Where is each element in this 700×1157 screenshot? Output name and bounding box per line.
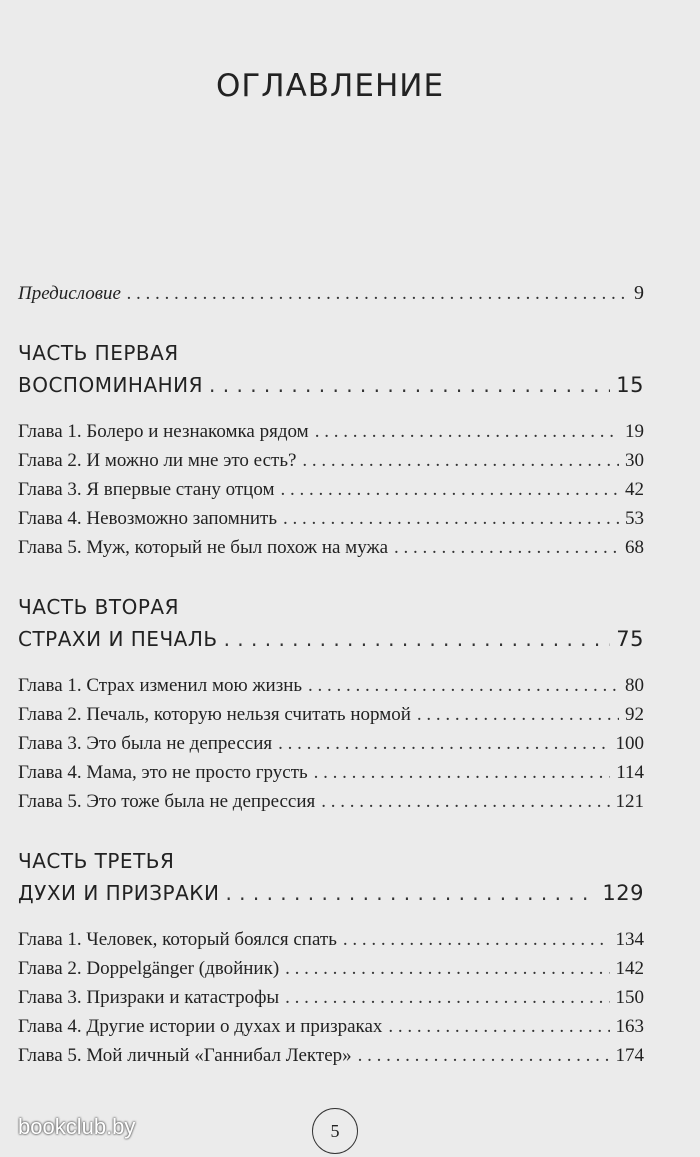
part-title-page: 75 bbox=[616, 627, 644, 651]
chapter-label: Глава 2. Печаль, которую нельзя считать нормой bbox=[18, 704, 411, 725]
toc-chapter-row bbox=[18, 450, 644, 472]
chapter-label: Глава 5. Это тоже была не депрессия bbox=[18, 791, 316, 812]
chapter-page: 42 bbox=[625, 479, 644, 500]
dot-leader bbox=[343, 929, 610, 951]
dot-leader bbox=[394, 537, 619, 559]
chapter-page: 53 bbox=[625, 508, 644, 529]
chapter-label: Глава 2. Doppelgänger (двойник) bbox=[18, 958, 280, 979]
page-number bbox=[312, 1108, 358, 1154]
part-heading: ЧАСТЬ ТРЕТЬЯ bbox=[18, 849, 175, 873]
chapter-page: 114 bbox=[616, 762, 644, 783]
chapter-page: 80 bbox=[625, 675, 644, 696]
dot-leader bbox=[358, 1045, 610, 1067]
chapter-page: 174 bbox=[615, 1045, 644, 1066]
dot-leader bbox=[315, 421, 619, 443]
dot-leader bbox=[224, 627, 611, 651]
chapter-label: Глава 4. Другие истории о духах и призраках bbox=[18, 1016, 383, 1037]
chapter-page: 92 bbox=[625, 704, 644, 725]
toc-chapter-row bbox=[18, 1016, 644, 1038]
toc-chapter-row bbox=[18, 1045, 644, 1067]
chapter-page: 163 bbox=[615, 1016, 644, 1037]
part-title-page: 15 bbox=[616, 373, 644, 397]
chapter-page: 100 bbox=[615, 733, 644, 754]
toc-preface-label: Предисловие bbox=[18, 283, 121, 304]
toc-chapter-row bbox=[18, 479, 644, 501]
toc-preface bbox=[18, 282, 644, 305]
chapter-label: Глава 4. Невозможно запомнить bbox=[18, 508, 278, 529]
chapter-label: Глава 1. Страх изменил мою жизнь bbox=[18, 675, 303, 696]
chapter-page: 19 bbox=[625, 421, 644, 442]
chapter-page: 121 bbox=[615, 791, 644, 812]
chapter-label: Глава 4. Мама, это не просто грусть bbox=[18, 762, 308, 783]
chapter-label: Глава 3. Это была не депрессия bbox=[18, 733, 273, 754]
toc-chapter-row bbox=[18, 421, 644, 443]
chapter-label: Глава 1. Болеро и незнакомка рядом bbox=[18, 421, 309, 442]
part-title-label: СТРАХИ И ПЕЧАЛЬ bbox=[18, 627, 218, 651]
toc-chapter-row bbox=[18, 929, 644, 951]
toc-chapter-row bbox=[18, 987, 644, 1009]
chapter-page: 142 bbox=[615, 958, 644, 979]
toc-chapter-row bbox=[18, 791, 644, 813]
toc-chapter-row bbox=[18, 537, 644, 559]
dot-leader bbox=[209, 373, 610, 397]
dot-leader bbox=[388, 1016, 609, 1038]
chapter-label: Глава 1. Человек, который боялся спать bbox=[18, 929, 337, 950]
toc-chapter-row bbox=[18, 733, 644, 755]
toc-chapter-row bbox=[18, 675, 644, 697]
part-heading: ЧАСТЬ ВТОРАЯ bbox=[18, 595, 179, 619]
dot-leader bbox=[321, 791, 609, 813]
dot-leader bbox=[225, 881, 596, 905]
watermark: bookclub.by bbox=[18, 1114, 136, 1139]
toc-chapter-row bbox=[18, 704, 644, 726]
chapter-label: Глава 5. Мой личный «Ганнибал Лектер» bbox=[18, 1045, 352, 1066]
chapter-page: 150 bbox=[615, 987, 644, 1008]
dot-leader bbox=[285, 987, 609, 1009]
dot-leader bbox=[285, 958, 609, 980]
dot-leader bbox=[127, 283, 628, 305]
dot-leader bbox=[278, 733, 609, 755]
dot-leader bbox=[281, 479, 620, 501]
dot-leader bbox=[417, 704, 619, 726]
part-title-label: ВОСПОМИНАНИЯ bbox=[18, 373, 204, 397]
toc-chapter-row bbox=[18, 958, 644, 980]
chapter-page: 30 bbox=[625, 450, 644, 471]
dot-leader bbox=[302, 450, 619, 472]
page-title: ОГЛАВЛЕНИЕ bbox=[215, 68, 445, 104]
toc-part-title bbox=[18, 881, 644, 905]
chapter-label: Глава 2. И можно ли мне это есть? bbox=[18, 450, 297, 471]
toc-part-title bbox=[18, 627, 644, 651]
chapter-label: Глава 3. Я впервые стану отцом bbox=[18, 479, 275, 500]
chapter-label: Глава 3. Призраки и катастрофы bbox=[18, 987, 280, 1008]
toc-preface-page: 9 bbox=[634, 282, 644, 304]
part-heading: ЧАСТЬ ПЕРВАЯ bbox=[18, 341, 179, 365]
dot-leader bbox=[314, 762, 611, 784]
chapter-page: 68 bbox=[625, 537, 644, 558]
chapter-page: 134 bbox=[615, 929, 644, 950]
chapter-label: Глава 5. Муж, который не был похож на мужа bbox=[18, 537, 388, 558]
toc-chapter-row bbox=[18, 762, 644, 784]
dot-leader bbox=[283, 508, 619, 530]
part-title-page: 129 bbox=[602, 881, 644, 905]
toc-part-title bbox=[18, 373, 644, 397]
part-title-label: ДУХИ И ПРИЗРАКИ bbox=[18, 881, 220, 905]
page-number-text: 5 bbox=[330, 1120, 340, 1141]
toc-chapter-row bbox=[18, 508, 644, 530]
dot-leader bbox=[308, 675, 619, 697]
